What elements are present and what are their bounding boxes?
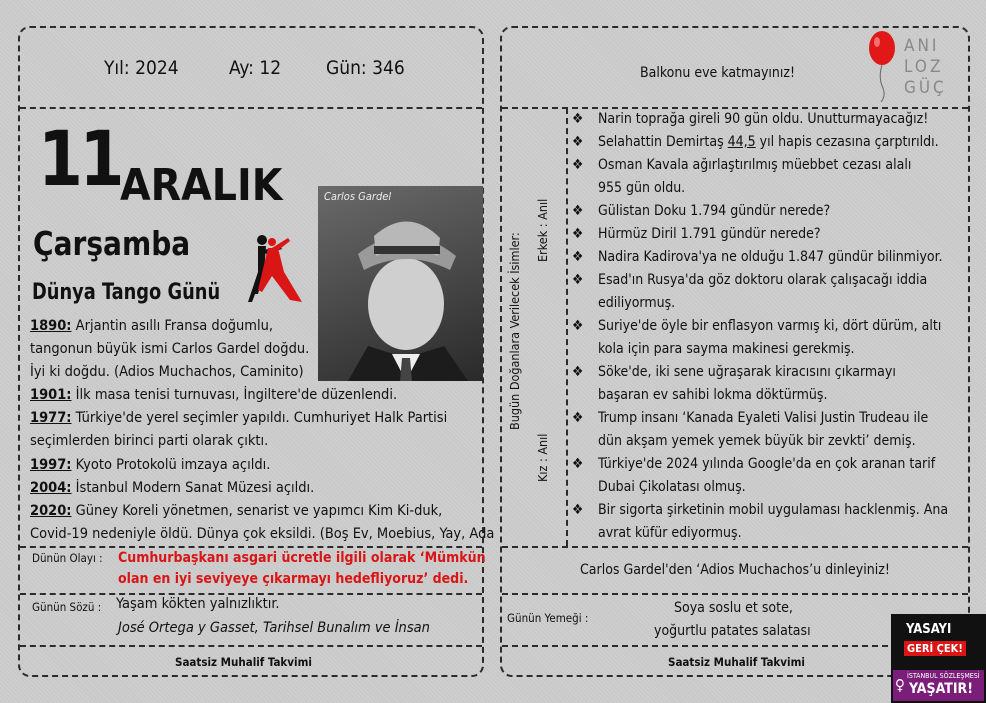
logo-line1: ANI (904, 36, 940, 56)
meal-label: Günün Yemeği : (507, 611, 589, 625)
quote-text: Yaşam kökten yalnızlıktır. (116, 596, 280, 612)
istanbul-convention-badge (891, 614, 986, 703)
badge-line2: GERİ ÇEK! (904, 641, 966, 656)
diamond-bullet-icon: ❖ (572, 226, 584, 242)
divider (20, 107, 482, 109)
list-item: ❖ Suriye'de öyle bir enflasyon varmış ki, dört dürüm, altı kola için para sayma makinesi gerekmiş. (572, 315, 970, 361)
list-item: ❖ Bir sigorta şirketinin mobil uygulaması hacklenmiş. Ana avrat küfür ediyormuş. (572, 499, 970, 545)
divider (502, 593, 968, 595)
event-of-day-label: Dünün Olayı : (32, 551, 103, 565)
event-line: seçimlerden birinci parti olarak çıktı. (30, 433, 269, 450)
music-recommendation: Carlos Gardel'den ‘Adios Muchachos’u dinleyiniz! (580, 562, 890, 578)
special-day: Dünya Tango Günü (32, 280, 221, 305)
diamond-bullet-icon: ❖ (572, 157, 584, 173)
badge-line3: İSTANBUL SÖZLEŞMESİ (907, 672, 980, 680)
diamond-bullet-icon: ❖ (572, 249, 584, 265)
event-line: 1901: İlk masa tenisi turnuvası, İngiltere'de düzenlendi. (30, 387, 398, 404)
month-name: ARALIK (120, 160, 283, 211)
diamond-bullet-icon: ❖ (572, 318, 584, 334)
meal-line1: Soya soslu et sote, (674, 600, 793, 616)
badge-purple-strip (893, 670, 984, 701)
list-item: ❖ Hürmüz Diril 1.791 gündür nerede? (572, 223, 970, 246)
list-item: ❖ Osman Kavala ağırlaştırılmış müebbet cezası alalı 955 gün oldu. (572, 154, 970, 200)
diamond-bullet-icon: ❖ (572, 134, 584, 150)
event-line: 1997: Kyoto Protokolü imzaya açıldı. (30, 456, 271, 473)
names-boy: Erkek : Anıl (535, 198, 550, 262)
diamond-bullet-icon: ❖ (572, 203, 584, 219)
list-item: ❖ Nadira Kadirova'ya ne olduğu 1.847 gündür bilinmiyor. (572, 246, 970, 269)
names-girl: Kız : Anıl (535, 433, 550, 482)
right-header: Balkonu eve katmayınız! (640, 65, 796, 81)
event-line: 1977: Türkiye'de yerel seçimler yapıldı. Cumhuriyet Halk Partisi (30, 410, 448, 427)
diamond-bullet-icon: ❖ (572, 456, 584, 472)
diamond-bullet-icon: ❖ (572, 272, 584, 288)
quote-label: Günün Sözü : (32, 600, 102, 614)
tango-dancers-icon (228, 232, 308, 312)
news-list (572, 108, 970, 545)
diamond-bullet-icon: ❖ (572, 111, 584, 127)
badge-line1: YASAYI (906, 622, 952, 637)
list-item: ❖ Söke'de, iki sene uğraşarak kiracısını çıkarmayı başaran ev sahibi lokma döktürmüş. (572, 361, 970, 407)
event-line: 1890: Arjantin asıllı Fransa doğumlu, (30, 318, 273, 334)
list-item: ❖ Narin toprağa gireli 90 gün oldu. Unutturmayacağız! (572, 108, 970, 131)
list-item: ❖ Selahattin Demirtaş 44,5 yıl hapis cezasına çarptırıldı. (572, 131, 970, 154)
divider (502, 546, 968, 548)
diamond-bullet-icon: ❖ (572, 364, 584, 380)
event-line: 2004: İstanbul Modern Sanat Müzesi açıldı. (30, 479, 315, 496)
quote-author: José Ortega y Gasset, Tarihsel Bunalım ve İnsan (118, 620, 430, 636)
event-line: İyi ki doğdu. (Adios Muchachos, Caminito) (30, 364, 304, 381)
day-of-year-label: Gün: 346 (326, 57, 405, 79)
diamond-bullet-icon: ❖ (572, 410, 584, 426)
venus-icon: ♀ (895, 676, 905, 694)
photo-caption: Carlos Gardel (324, 190, 392, 203)
divider (20, 593, 482, 595)
footer-right: Saatsiz Muhalif Takvimi (668, 655, 805, 669)
list-item: ❖ Trump insanı ‘Kanada Eyaleti Valisi Justin Trudeau ile dün akşam yemek yemek büyük bir zevkti’ demiş. (572, 407, 970, 453)
list-item: ❖ Türkiye'de 2024 yılında Google'da en çok aranan tarif Dubai Çikolatası olmuş. (572, 453, 970, 499)
divider (566, 108, 568, 546)
footer-left: Saatsiz Muhalif Takvimi (175, 655, 312, 669)
weekday: Çarşamba (33, 224, 191, 263)
names-title: Bugün Doğanlara Verilecek İsimler: (507, 232, 522, 430)
logo-line2: LOZ (904, 57, 944, 77)
year-label: Yıl: 2024 (104, 57, 179, 79)
logo-line3: GÜÇ (904, 78, 947, 98)
meal-line2: yoğurtlu patates salatası (654, 623, 811, 639)
list-item: ❖ Gülistan Doku 1.794 gündür nerede? (572, 200, 970, 223)
diamond-bullet-icon: ❖ (572, 502, 584, 518)
badge-line4: YAŞATIR! (909, 681, 973, 697)
events-list (30, 315, 495, 546)
list-item: ❖ Esad'ın Rusya'da göz doktoru olarak çalışacağı iddia ediliyormuş. (572, 269, 970, 315)
event-of-day-line1: Cumhurbaşkanı asgari ücretle ilgili olarak ‘Mümkün (118, 550, 486, 566)
month-label: Ay: 12 (229, 57, 282, 79)
divider (20, 645, 482, 647)
event-of-day-line2: olan en iyi seviyeye çıkarmayı hedefliyoruz’ dedi. (118, 571, 469, 587)
day-number: 11 (38, 114, 122, 203)
event-line: tangonun büyük ismi Carlos Gardel doğdu. (30, 341, 310, 358)
event-line: 2020: Güney Koreli yönetmen, senarist ve yapımcı Kim Ki-duk, (30, 502, 443, 519)
event-line: Covid-19 nedeniyle öldü. Dünya çok eksildi. (Boş Ev, Moebius, Yay, Ada (30, 525, 495, 542)
balloon-icon (864, 28, 900, 102)
